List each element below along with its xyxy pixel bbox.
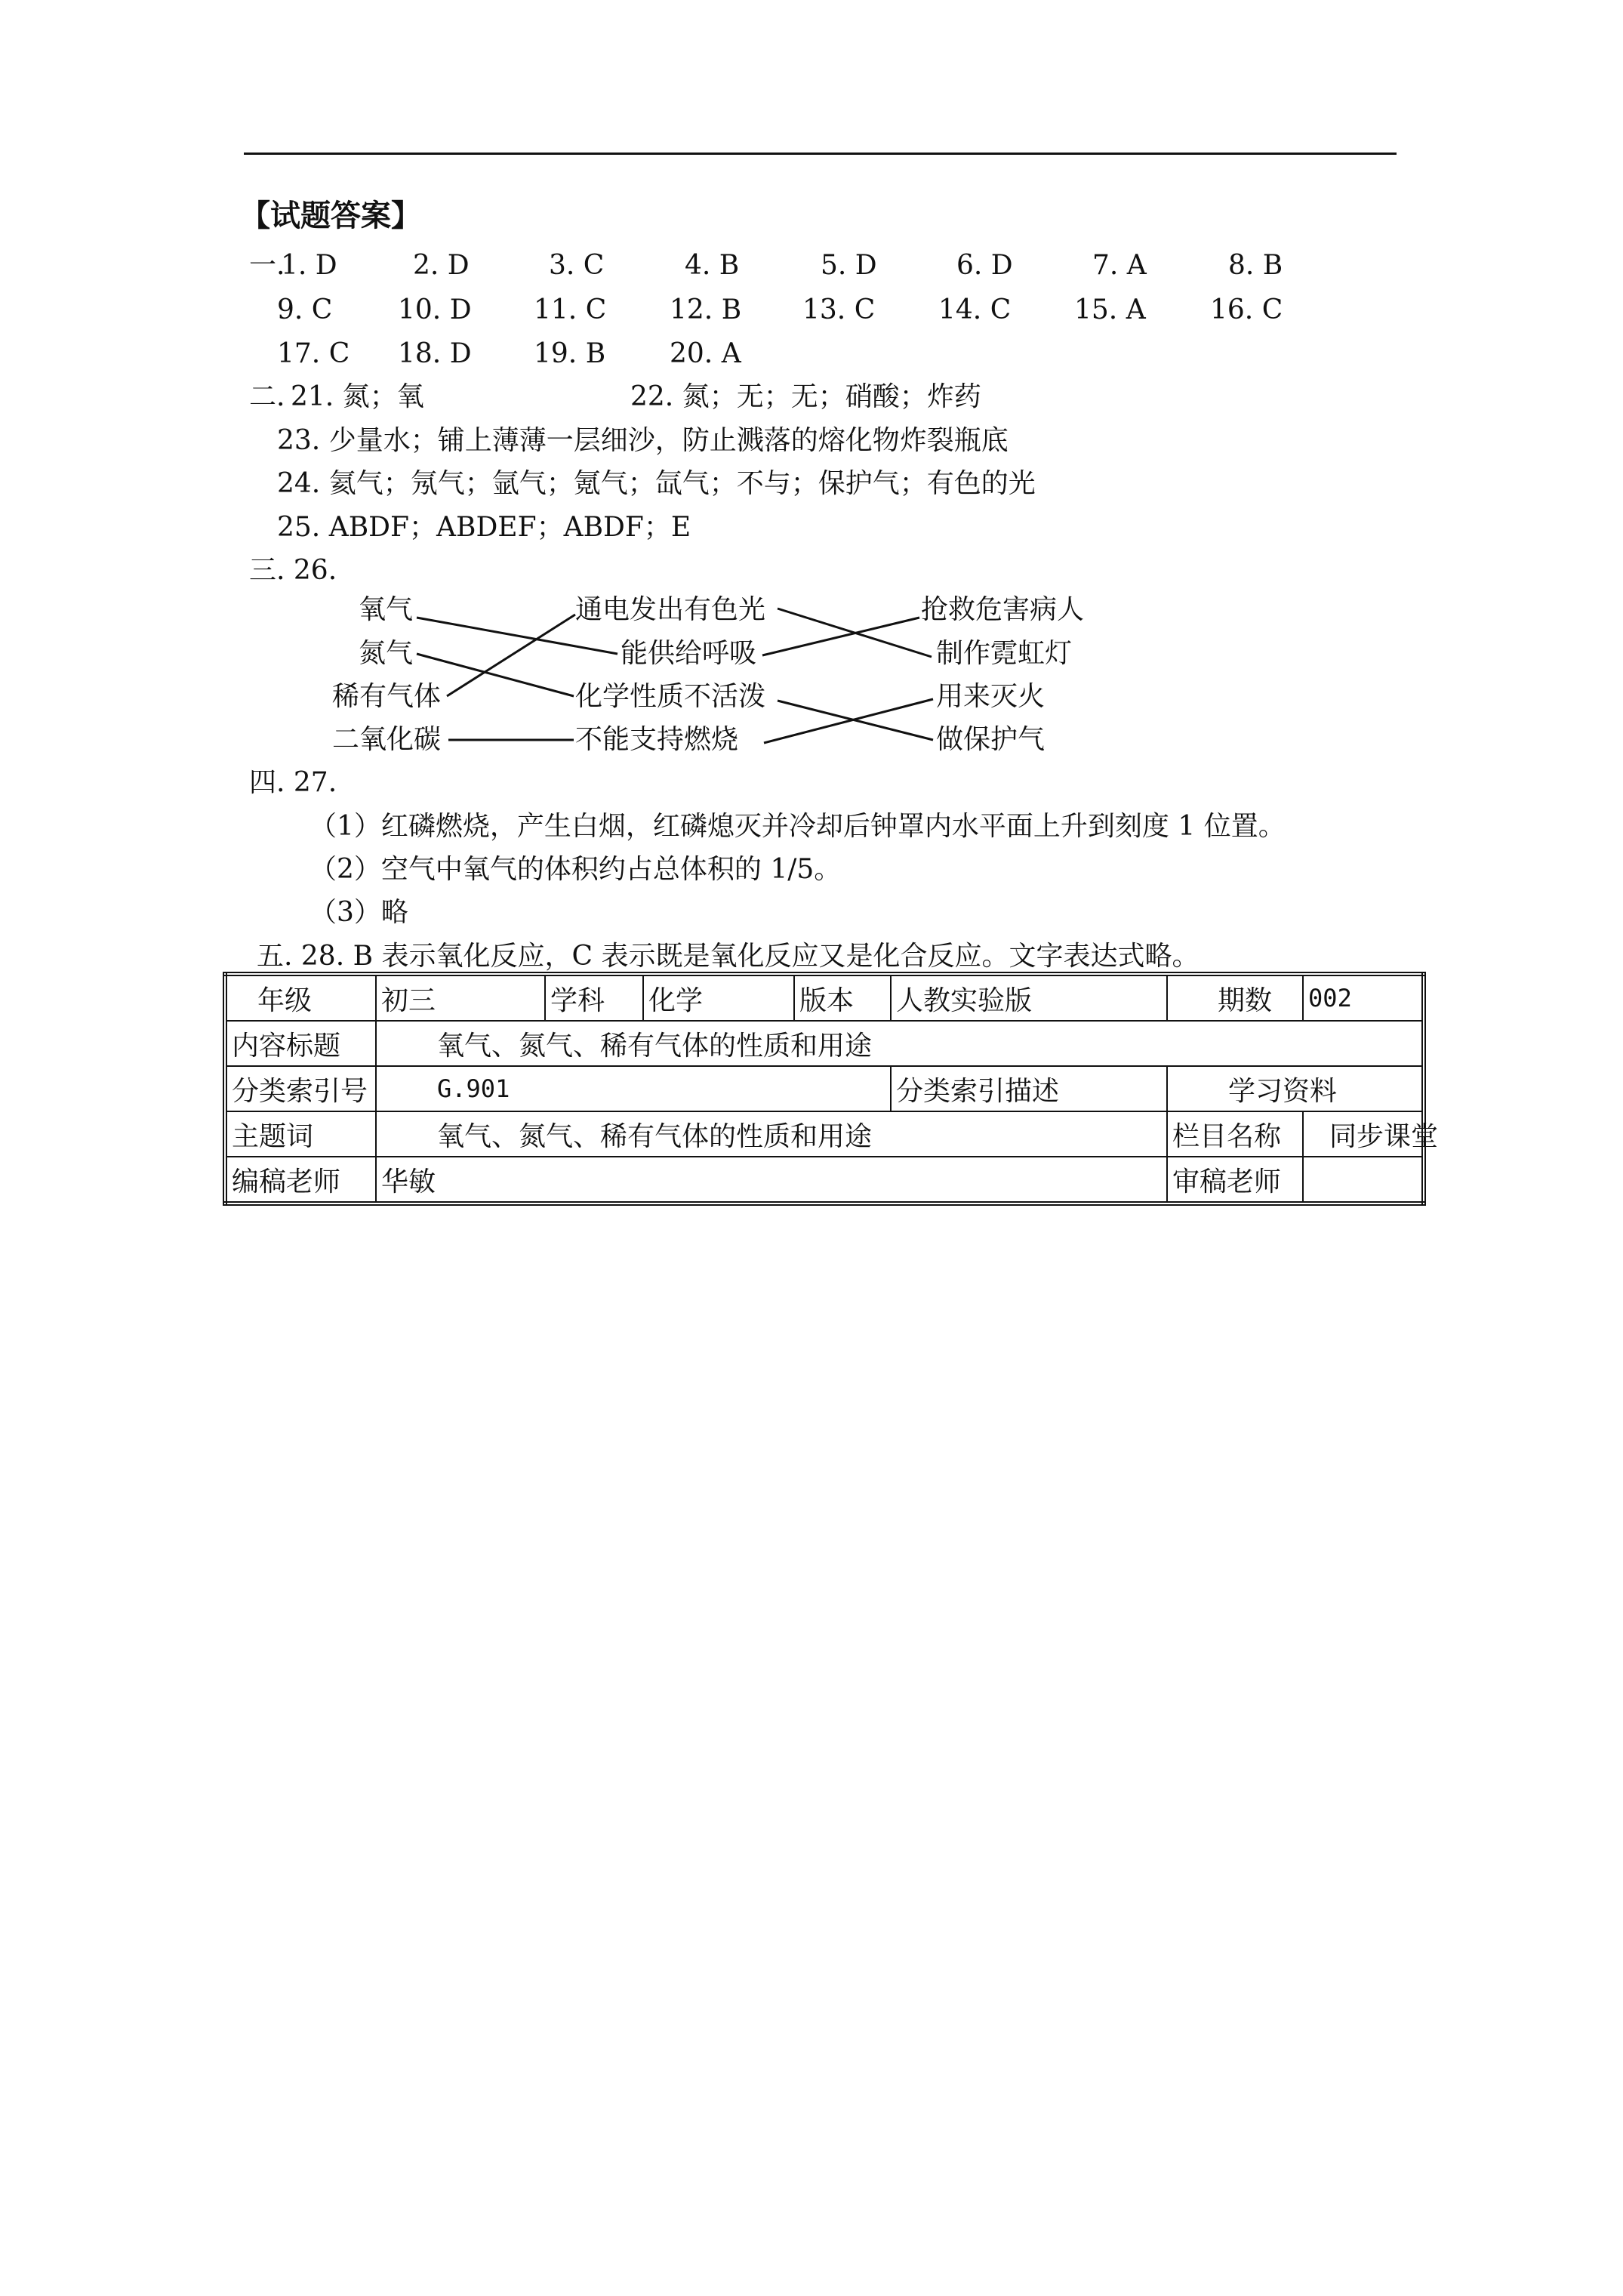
answer-28: 五. 28. B 表示氧化反应，C 表示既是氧化反应又是化合反应。文字表达式略。 [257,941,1200,972]
answer-12: 12. B [670,294,742,325]
index-desc-value: 学习资料 [1167,1066,1424,1111]
section2-label: 二. [249,381,285,412]
index-desc-label: 分类索引描述 [891,1066,1167,1111]
answer-16: 16. C [1210,294,1283,325]
match-mid-3: 化学性质不活泼 [575,681,766,712]
answer-19: 19. B [534,338,606,369]
match-mid-2: 能供给呼吸 [621,638,757,669]
match-right-2: 制作霓虹灯 [936,638,1073,669]
section1-label: 一. [249,250,285,281]
answer-13: 13. C [802,294,876,325]
match-right-3: 用来灭火 [936,681,1046,712]
answer-6: 6. D [956,250,1013,281]
edition-label: 版本 [794,974,891,1021]
editor-label: 编稿老师 [225,1157,376,1203]
answer-27-3: （3）略 [310,897,408,928]
match-left-4: 二氧化碳 [332,724,442,755]
content-title-label: 内容标题 [225,1021,376,1066]
keyword-label: 主题词 [225,1111,376,1157]
answer-14: 14. C [938,294,1012,325]
issue-label: 期数 [1167,974,1303,1021]
match-line-breathing-rescue [762,618,919,655]
answer-27-2: （2）空气中氧气的体积约占总体积的 1/5。 [310,854,842,885]
keyword-value: 氧气、氮气、稀有气体的性质和用途 [376,1111,1167,1157]
answer-7: 7. A [1092,250,1147,281]
answer-25: 25. ABDF；ABDEF；ABDF；E [277,512,691,543]
answer-20: 20. A [670,338,741,369]
answer-3: 3. C [549,250,605,281]
answer-15: 15. A [1074,294,1146,325]
metadata-table [223,972,1439,1206]
match-left-1: 氧气 [359,594,414,625]
answer-2: 2. D [413,250,470,281]
match-right-1: 抢救危害病人 [921,594,1085,625]
answer-27-1: （1）红磷燃烧，产生白烟，红磷熄灭并冷却后钟罩内水平面上升到刻度 1 位置。 [310,811,1286,842]
answer-17: 17. C [277,338,350,369]
issue-value: 002 [1303,974,1424,1021]
reviewer-value [1303,1157,1424,1203]
match-line-combustion-fire [764,699,933,743]
reviewer-label: 审稿老师 [1167,1157,1303,1203]
index-label: 分类索引号 [225,1066,376,1111]
answer-5: 5. D [821,250,877,281]
section3-label: 三. 26. [249,555,337,586]
content-title-value: 氧气、氮气、稀有气体的性质和用途 [376,1021,1424,1066]
match-mid-1: 通电发出有色光 [575,594,766,625]
index-value: G.901 [376,1066,891,1111]
grade-label: 年级 [225,974,376,1021]
edition-value: 人教实验版 [891,974,1167,1021]
answer-11: 11. C [534,294,607,325]
match-left-3: 稀有气体 [332,681,442,712]
answer-23: 23. 少量水；铺上薄薄一层细沙，防止溅落的熔化物炸裂瓶底 [277,425,1009,456]
answer-8: 8. B [1228,250,1283,281]
answers-heading: 【试题答案】 [240,198,421,233]
match-line-nitrogen-inert [417,654,574,696]
match-mid-4: 不能支持燃烧 [575,724,739,755]
grade-value: 初三 [376,974,545,1021]
match-left-2: 氮气 [359,638,414,669]
subject-value: 化学 [643,974,794,1021]
column-label: 栏目名称 [1167,1111,1303,1157]
answer-24: 24. 氦气；氖气；氩气；氪气；氙气；不与；保护气；有色的光 [277,468,1036,499]
subject-label: 学科 [545,974,643,1021]
answer-4: 4. B [685,250,740,281]
section4-label: 四. 27. [249,767,337,798]
column-value: 同步课堂 [1303,1111,1424,1157]
editor-value: 华敏 [376,1157,1167,1203]
answer-21: 21. 氮；氧 [291,381,424,412]
answer-22: 22. 氮；无；无；硝酸；炸药 [630,381,981,412]
answer-9: 9. C [277,294,333,325]
answer-18: 18. D [398,338,472,369]
answer-10: 10. D [398,294,472,325]
match-right-4: 做保护气 [936,724,1046,755]
answer-1: 1. D [281,250,337,281]
match-line-oxygen-breathing [417,618,617,654]
